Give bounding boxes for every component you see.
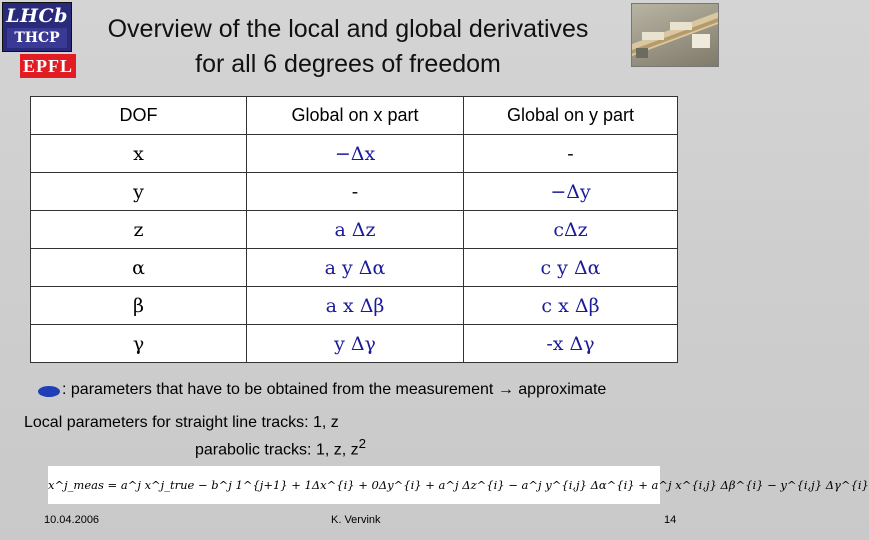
global-x-cell: a x Δβ xyxy=(247,287,464,325)
lhcb-logo xyxy=(2,2,72,52)
detector-module-image xyxy=(632,4,718,66)
header-global-x: Global on x part xyxy=(247,97,464,135)
global-x-cell: a Δz xyxy=(247,211,464,249)
global-x-cell: −Δx xyxy=(247,135,464,173)
dof-cell: x xyxy=(31,135,247,173)
legend-suffix: approximate xyxy=(518,381,607,398)
lhcb-logo-text: LHCb xyxy=(6,5,68,27)
table-row xyxy=(31,325,678,363)
local-params-superscript: 2 xyxy=(358,436,367,451)
measurement-marker-icon xyxy=(38,386,60,397)
dof-cell: z xyxy=(31,211,247,249)
arrow-right-icon: → xyxy=(497,381,514,398)
table-row xyxy=(31,173,678,211)
derivatives-table xyxy=(30,96,678,363)
global-y-cell: - xyxy=(464,135,678,173)
global-x-cell: a y Δα xyxy=(247,249,464,287)
table-header-row xyxy=(31,97,678,135)
page-title xyxy=(78,12,618,82)
global-y-cell: -x Δγ xyxy=(464,325,678,363)
footer-date: 10.04.2006 xyxy=(44,514,100,526)
table-row xyxy=(31,135,678,173)
local-params-line-1: Local parameters for straight line tracks: 1, z xyxy=(24,414,339,431)
legend-text xyxy=(62,380,606,400)
detector-photo xyxy=(631,3,719,67)
table-row xyxy=(31,211,678,249)
table-row xyxy=(31,249,678,287)
footer-author: K. Vervink xyxy=(331,514,381,526)
global-y-cell: c x Δβ xyxy=(464,287,678,325)
measurement-formula: x^j_meas = a^j x^j_true − b^j 1^{j+1} + 1Δx^{i} + 0Δy^{i} + a^j Δz^{i} − a^j y^{i,j} Δα^{i} + a^j x^{i,j} Δβ^{i} − y^{i,j} Δγ^{i} xyxy=(48,466,660,504)
page-number: 14 xyxy=(664,514,677,526)
global-y-cell: c y Δα xyxy=(464,249,678,287)
title-line-2: for all 6 degrees of freedom xyxy=(195,50,501,78)
global-y-cell: −Δy xyxy=(464,173,678,211)
title-line-1: Overview of the local and global derivatives xyxy=(107,15,589,43)
global-y-cell: cΔz xyxy=(464,211,678,249)
dof-cell: y xyxy=(31,173,247,211)
local-params-line-2 xyxy=(195,434,366,460)
header-global-y: Global on y part xyxy=(464,97,678,135)
table-row xyxy=(31,287,678,325)
lhcb-logo-subtext: THCP xyxy=(7,28,67,48)
global-x-cell: y Δγ xyxy=(247,325,464,363)
dof-cell: α xyxy=(31,249,247,287)
header-dof: DOF xyxy=(31,97,247,135)
dof-cell: γ xyxy=(31,325,247,363)
legend-description: : parameters that have to be obtained from the measurement xyxy=(62,381,494,398)
epfl-logo: EPFL xyxy=(20,54,76,78)
dof-cell: β xyxy=(31,287,247,325)
global-x-cell: - xyxy=(247,173,464,211)
local-params-line-2-text: parabolic tracks: 1, z, z xyxy=(195,441,359,459)
